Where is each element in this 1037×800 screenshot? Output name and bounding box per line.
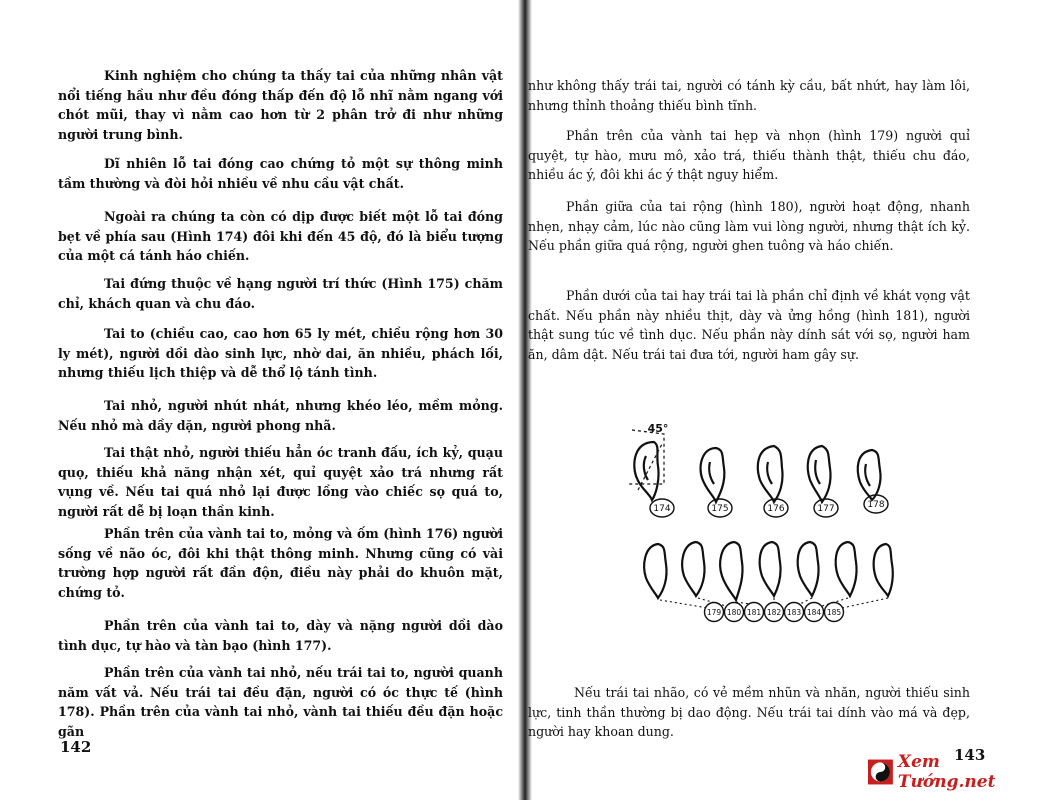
paragraph: Phần trên của vành tai hẹp và nhọn (hình 179) người quỉ quyệt, tự hào, mưu mô, xảo trá, thiếu thành thật, thiếu chu đáo, nhiều ác ý, đôi khi ác ý thật nguy hiểm. [528,128,970,183]
paragraph: Ngoài ra chúng ta còn có dịp được biết một lỗ tai đóng bẹt về phía sau (Hình 174) đôi khi đến 45 độ, đó là biểu tượng của một cá tánh háo chiến. [58,209,503,264]
paragraph: Tai to (chiều cao, cao hơn 65 ly mét, chiều rộng hơn 30 ly mét), người dồi dào sinh lực, nhờ dai, ăn nhiều, phách lối, nhưng thiếu lịch thiệp và dễ thổ lộ tánh tình. [58,326,503,381]
figure-label: 182 [766,608,782,617]
paragraph: Phần dưới của tai hay trái tai là phần chỉ định về khát vọng vật chất. Nếu phần này nhiều thịt, dày và ửng hồng (hình 181), người thật sung túc về tình dục. Nếu phần này dính sát với sọ, người ham ăn, dâm dật. Nếu trái tai đưa tới, người ham gây sự. [528,288,970,362]
paragraph: Phần trên của vành tai nhỏ, nếu trái tai to, người quanh năm vất vả. Nếu trái tai đều đặn, người có óc thực tế (hình 178). Phần trên của vành tai nhỏ, vành tai thiếu đều đặn hoặc gãn [58,665,503,739]
figure-label: 177 [817,504,835,514]
page-number: 143 [954,746,986,764]
right-page [528,0,1037,800]
paragraph: Phần trên của vành tai to, mỏng và ốm (hình 176) người sống về não óc, đôi khi thật thông minh. Nhưng cũng có vài trường hợp người rất đần độn, điều này phải do khuôn mặt, chứng tỏ. [58,526,503,600]
site-watermark[interactable] [868,752,1037,792]
figure-label: 174 [653,504,671,514]
yin-yang-icon [868,759,893,785]
ear-drawing-177 [808,446,831,502]
figure-label: 178 [867,500,885,510]
paragraph: Phần trên của vành tai to, dày và nặng người dồi dào tình dục, tự hào và tàn bạo (hình 177). [58,618,503,653]
paragraph: Tai nhỏ, người nhút nhát, nhưng khéo léo, mềm mỏng. Nếu nhỏ mà dầy dặn, người phong nhã. [58,398,503,433]
paragraph: Tai thật nhỏ, người thiếu hẳn óc tranh đấu, ích kỷ, quạu quọ, thiếu khả năng nhận xét, quỉ quyệt xảo trá nhưng rất vụng về. Nếu tai quá nhỏ lại được lồng vào chiếc sọ quá to, người rất dễ bị loạn thần kinh. [58,445,503,519]
ear-drawing-174 [628,430,664,500]
ear-drawing-178 [858,450,881,500]
figure-label: 179 [706,608,722,617]
ear-drawings-row-2 [644,542,893,600]
paragraph: Kinh nghiệm cho chúng ta thấy tai của những nhân vật nổi tiếng hầu như đều đóng thấp đến độ lỗ nhĩ nằm ngang với chót mũi, thay vì nằm cao hơn từ 2 phân trở đi như những người trung bình. [58,68,503,142]
figure-label: 181 [746,608,762,617]
figure-label: 183 [786,608,802,617]
paragraph: Nếu trái tai nhão, có vẻ mềm nhũn và nhăn, người thiếu sinh lực, tinh thần thường bị dao động. Nếu trái tai dính vào má và đẹp, người hay khoan dung. [528,685,970,740]
figure-label: 180 [726,608,742,617]
figure-label: 185 [826,608,842,617]
page-number: 142 [60,738,92,756]
figure-label: 184 [806,608,822,617]
figure-label: 176 [767,504,785,514]
figure-label: 175 [711,504,729,514]
ear-shapes-figure [616,424,916,636]
paragraph: Tai đứng thuộc về hạng người trí thức (Hình 175) chăm chỉ, khách quan và chu đáo. [58,276,503,311]
ear-drawing-175 [701,448,725,502]
paragraph: Phần giữa của tai rộng (hình 180), người hoạt động, nhanh nhẹn, nhạy cảm, lúc nào cũng làm vui lòng người, nhưng thật ích kỷ. Nếu phần giữa quá rộng, người ghen tuông và háo chiến. [528,199,970,254]
paragraph: như không thấy trái tai, người có tánh kỳ cầu, bất nhứt, hay làm lôi, nhưng thỉnh thoảng thiếu bình tĩnh. [528,78,970,113]
watermark-text: Xem Tướng.net [897,752,996,792]
paragraph: Dĩ nhiên lỗ tai đóng cao chứng tỏ một sự thông minh tầm thường và đòi hỏi nhiều về nhu cầu vật chất. [58,156,503,191]
angle-label: 45° [647,424,669,435]
ear-drawing-176 [758,446,783,502]
